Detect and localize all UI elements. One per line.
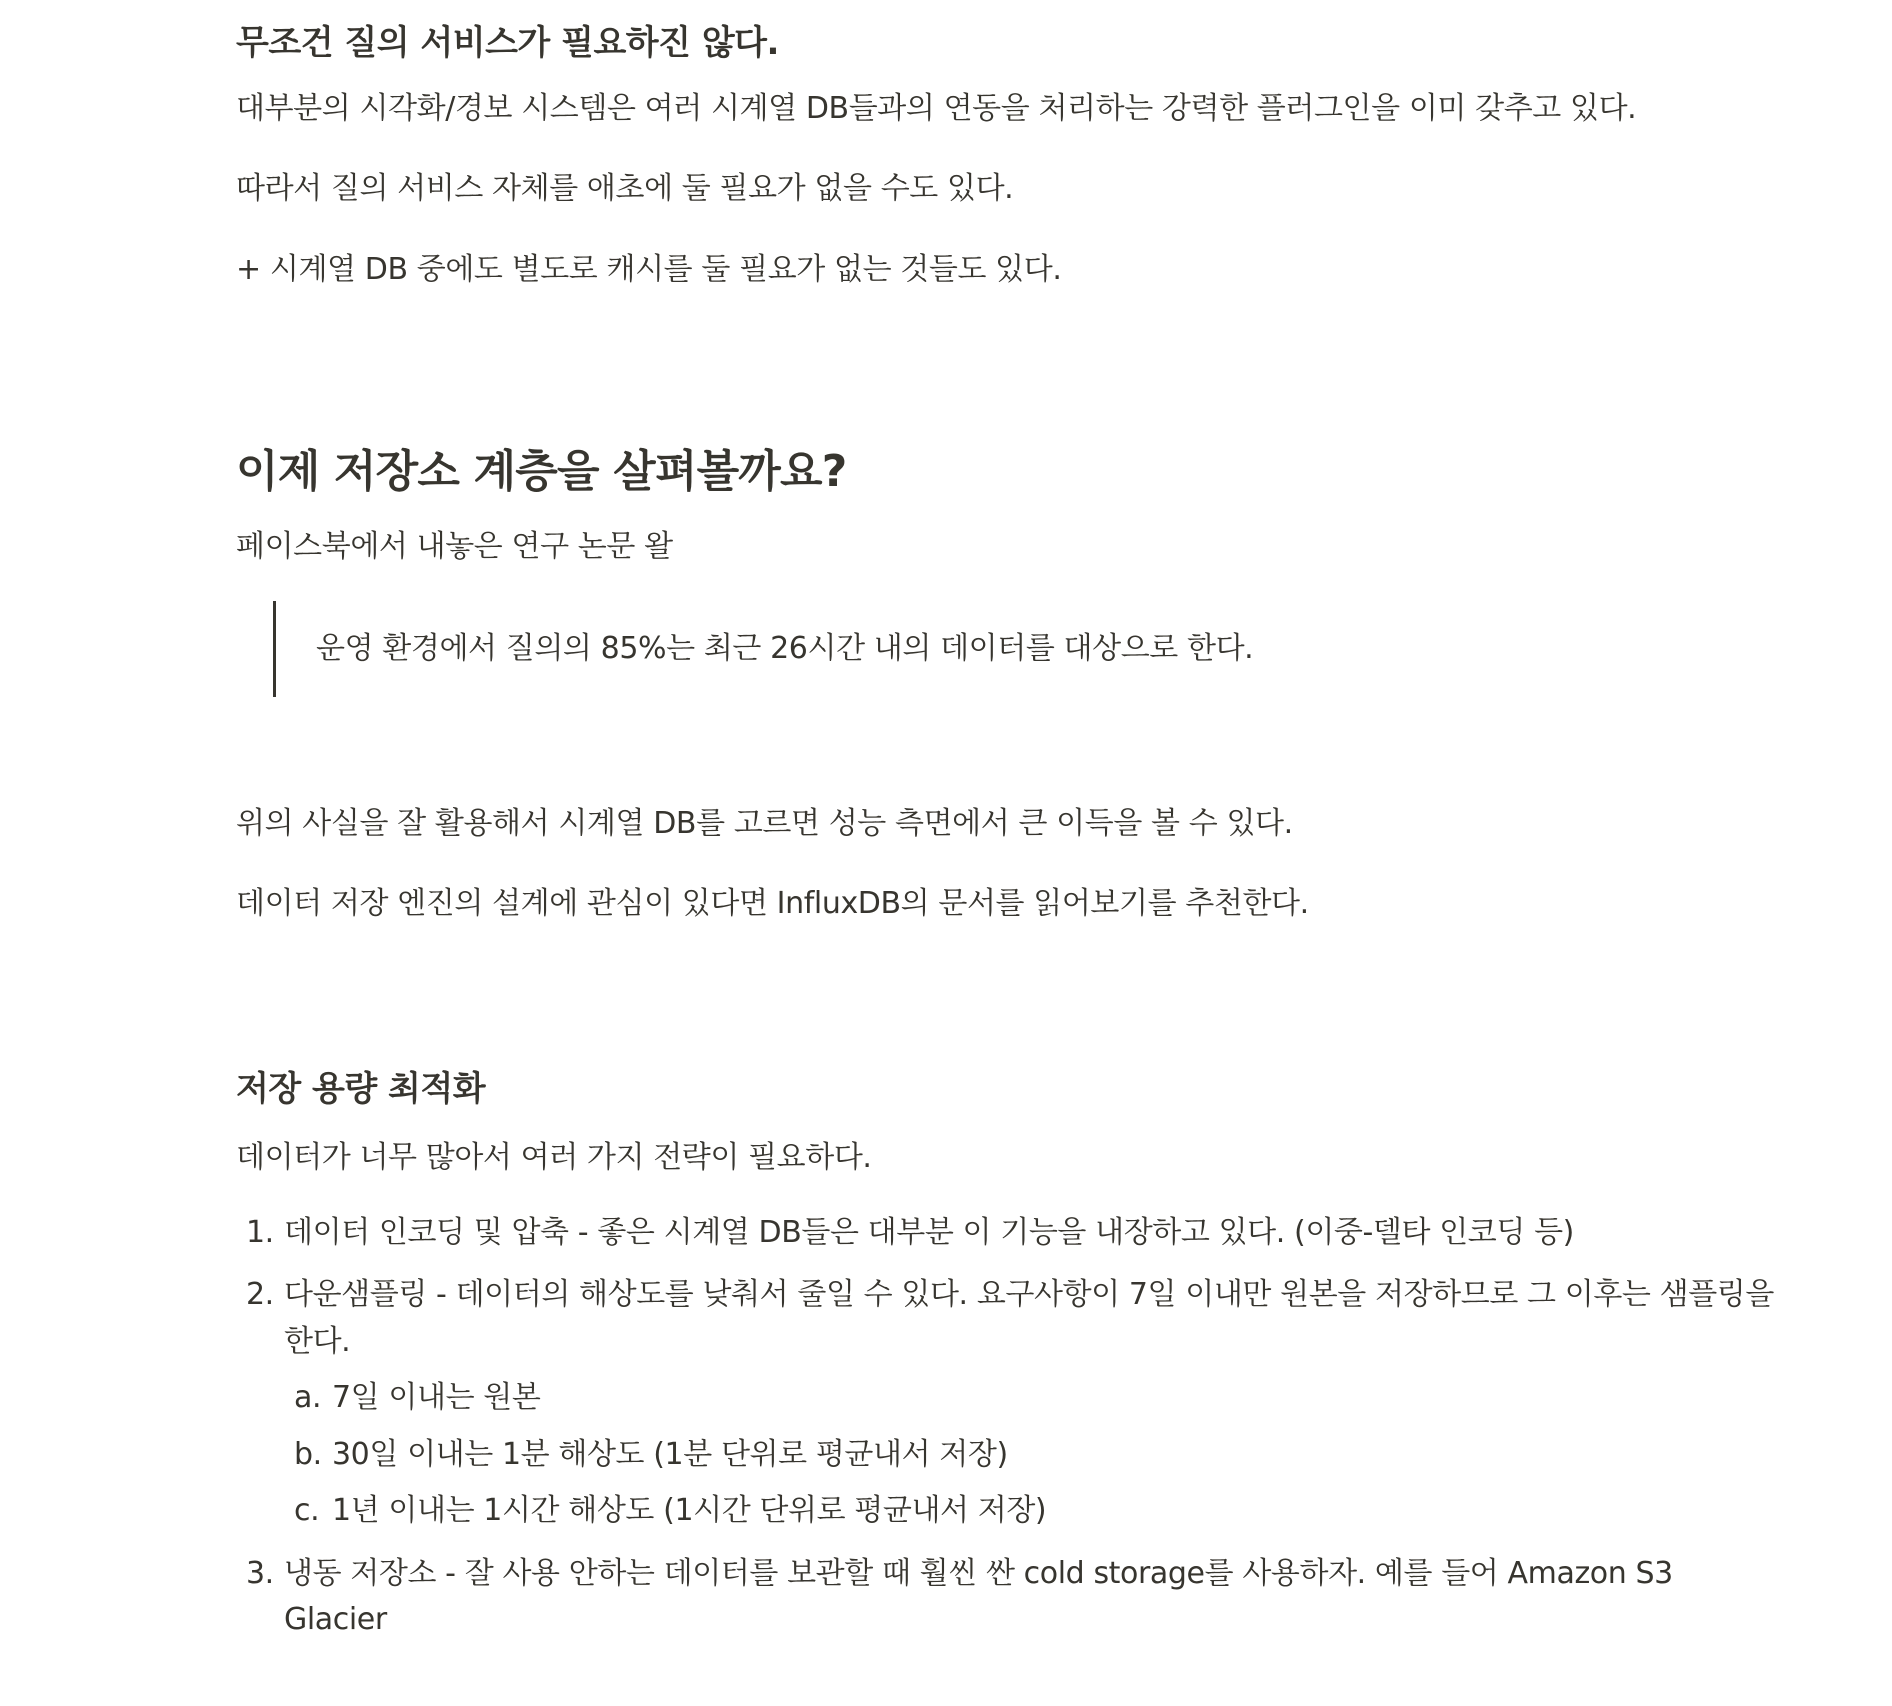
list-item-text: 다운샘플링 - 데이터의 해상도를 낮춰서 줄일 수 있다. 요구사항이 7일 이내만 원본을 저장하므로 그 이후는 샘플링을 한다.	[284, 1277, 1774, 1359]
list-number: 1.	[246, 1214, 274, 1250]
sublist-item-text: 30일 이내는 1분 해상도 (1분 단위로 평균내서 저장)	[332, 1436, 1008, 1472]
paragraph: 페이스북에서 내놓은 연구 논문 왈	[236, 529, 673, 565]
paragraph: 따라서 질의 서비스 자체를 애초에 둘 필요가 없을 수도 있다.	[236, 171, 1014, 207]
downsampling-sublist	[284, 1375, 1776, 1535]
sublist-letter: b.	[294, 1436, 322, 1472]
sublist-letter: c.	[294, 1493, 320, 1529]
paragraph: 데이터가 너무 많아서 여러 가지 전략이 필요하다.	[236, 1140, 872, 1176]
list-item	[236, 1272, 1776, 1535]
sublist-item	[284, 1432, 1776, 1479]
list-number: 2.	[246, 1277, 274, 1313]
sublist-item	[284, 1375, 1776, 1422]
heading-storage-layer: 이제 저장소 계층을 살펴볼까요?	[236, 446, 847, 498]
document-content	[236, 20, 1776, 1660]
list-item-text: 냉동 저장소 - 잘 사용 안하는 데이터를 보관할 때 훨씬 싼 cold storage를 사용하자. 예를 들어 Amazon S3 Glacier	[284, 1555, 1673, 1638]
sublist-item-text: 1년 이내는 1시간 해상도 (1시간 단위로 평균내서 저장)	[332, 1493, 1047, 1529]
paragraph: 위의 사실을 잘 활용해서 시계열 DB를 고르면 성능 측면에서 큰 이득을 볼 수 있다.	[236, 805, 1293, 841]
heading-storage-optimization: 저장 용량 최적화	[236, 1068, 486, 1109]
sublist-item-text: 7일 이내는 원본	[332, 1380, 541, 1416]
sublist-item	[284, 1488, 1776, 1535]
blockquote	[273, 601, 1776, 697]
list-number: 3.	[246, 1555, 274, 1591]
list-item-text: 데이터 인코딩 및 압축 - 좋은 시계열 DB들은 대부분 이 기능을 내장하고 있다. (이중-델타 인코딩 등)	[284, 1214, 1574, 1250]
list-item	[236, 1551, 1776, 1644]
quote-text: 운영 환경에서 질의의 85%는 최근 26시간 내의 데이터를 대상으로 한다.	[316, 630, 1254, 666]
strategy-list	[236, 1210, 1776, 1644]
list-item	[236, 1210, 1776, 1257]
paragraph: 대부분의 시각화/경보 시스템은 여러 시계열 DB들과의 연동을 처리하는 강력한 플러그인을 이미 갖추고 있다.	[236, 90, 1637, 126]
paragraph: + 시계열 DB 중에도 별도로 캐시를 둘 필요가 없는 것들도 있다.	[236, 251, 1062, 287]
sublist-letter: a.	[294, 1380, 322, 1416]
heading-query-service: 무조건 질의 서비스가 필요하진 않다.	[236, 23, 779, 63]
paragraph: 데이터 저장 엔진의 설계에 관심이 있다면 InfluxDB의 문서를 읽어보기를 추천한다.	[236, 886, 1309, 922]
